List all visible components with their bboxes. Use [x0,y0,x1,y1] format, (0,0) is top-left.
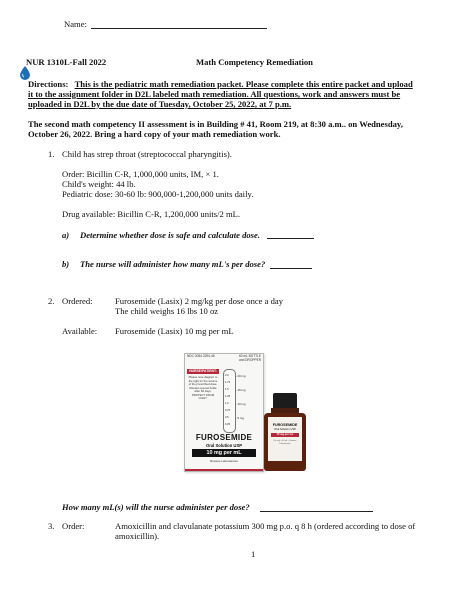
page-title: Math Competency Remediation [196,57,313,67]
q1-number: 1. [48,149,55,159]
q2-answer-line[interactable] [260,511,373,512]
furosemide-bottle-image [264,393,306,471]
directions-label: Directions: [28,79,69,89]
bottle-form: Oral Solution USP [274,428,296,431]
syringe-mark-20: − 20 mg [235,374,246,378]
syringe-ml-4: 1.0 [225,402,229,405]
box-stripe [185,469,263,471]
box-top-text [185,354,263,368]
box-instructions: Please note diagram to the right for the volume of the prescribed dose. Discard opened bottle after 60 days. PROTECT FROM LIGHT. [188,375,218,400]
page-number: 1 [251,549,256,559]
syringe-ml-3: 1.25 [225,395,231,398]
q1-dose-range: Pediatric dose: 30-60 lb: 900,000-1,200,000 units daily. [62,189,254,199]
box-nurse-heading: NURSE/PATIENT: [187,369,219,374]
q1a-answer-line[interactable] [267,238,314,239]
directions-line-3: uploaded in D2L by the due date of Tuesday, October 25, 2022, at 7 p.m. [28,99,292,109]
syringe-ml-0: 2.0 [225,374,229,377]
syringe-mark-5: − 5 mg [235,416,244,420]
syringe-ml-5: 0.75 [225,409,231,412]
q3-number: 3. [48,521,55,531]
q1b-text: The nurse will administer how many mL's per dose? [80,259,266,269]
q2-available-label: Available: [62,326,98,336]
syringe-ml-7: 0.25 [225,423,231,426]
directions-paragraph [28,79,413,89]
q2-question: How many mL(s) will the nurse administer per dose? [62,502,250,512]
box-concentration: 10 mg per mL [192,449,256,457]
q2-ordered-label: Ordered: [62,296,93,306]
name-line[interactable] [91,28,267,29]
box-ndc: NDC 0054-3294-46 [187,354,215,358]
assessment-line-2: October 26, 2022. Bring a hard copy of your math remediation work. [28,129,281,139]
q3-order-label: Order: [62,521,85,531]
q1-order: Order: Bicillin C-R, 1,000,000 units, IM, × 1. [62,169,219,179]
bottle-cap [273,393,297,408]
assessment-line-1: The second math competency II assessment is in Building # 41, Room 219, at 8:30 a.m.. on Wednesday, [28,119,403,129]
box-manufacturer: Roxane Laboratories [210,459,238,463]
syringe-ml-2: 1.5 [225,388,229,391]
q1b-answer-line[interactable] [270,268,312,269]
q1-weight: Child's weight: 44 lb. [62,179,136,189]
q2-available-text: Furosemide (Lasix) 10 mg per mL [115,326,234,336]
bottle-fine-print: Rx only • 60 mL • Roxane Laboratories [273,440,297,445]
name-label: Name: [64,19,87,29]
box-form: Oral Solution USP [205,443,243,448]
water-drop-icon [20,66,30,80]
furosemide-box-image [184,353,264,472]
q2-number: 2. [48,296,55,306]
directions-line-2: it to the assignment folder in D2L labeled math remediation. All questions, work and answers must be [28,89,401,99]
q1-stem: Child has strep throat (streptococcal pharyngitis). [62,149,232,159]
course-label: NUR 1310L-Fall 2022 [26,57,107,67]
box-brand: FUROSEMIDE [195,433,253,442]
directions-line-1: This is the pediatric math remediation packet. Please complete this entire packet and upload [74,79,413,89]
q2-ordered-text: Furosemide (Lasix) 2 mg/kg per dose once a day [115,296,284,306]
bottle-label [268,417,302,461]
q1-drug-available: Drug available: Bicillin C-R, 1,200,000 units/2 mL. [62,209,241,219]
syringe-mark-10: − 10 mg [235,402,246,406]
q2-weight: The child weighs 16 lbs 10 oz [115,306,219,316]
syringe-ml-6: 0.5 [225,416,229,419]
bottle-brand: FUROSEMIDE [272,423,298,427]
q1b-label: b) [62,259,70,269]
q1a-label: a) [62,230,70,240]
bottle-concentration: 10 mg per mL [271,433,299,437]
q3-line-1: Amoxicillin and clavulanate potassium 300 mg p.o. q 8 h (ordered according to dose of [115,521,416,531]
q1a-text: Determine whether dose is safe and calculate dose. [80,230,260,240]
q3-line-2: amoxicillin). [115,531,160,541]
syringe-ml-1: 1.75 [225,381,231,384]
syringe-mark-15: − 15 mg [235,388,246,392]
box-volume: 60 mL BOTTLE and DROPPER [238,354,261,362]
